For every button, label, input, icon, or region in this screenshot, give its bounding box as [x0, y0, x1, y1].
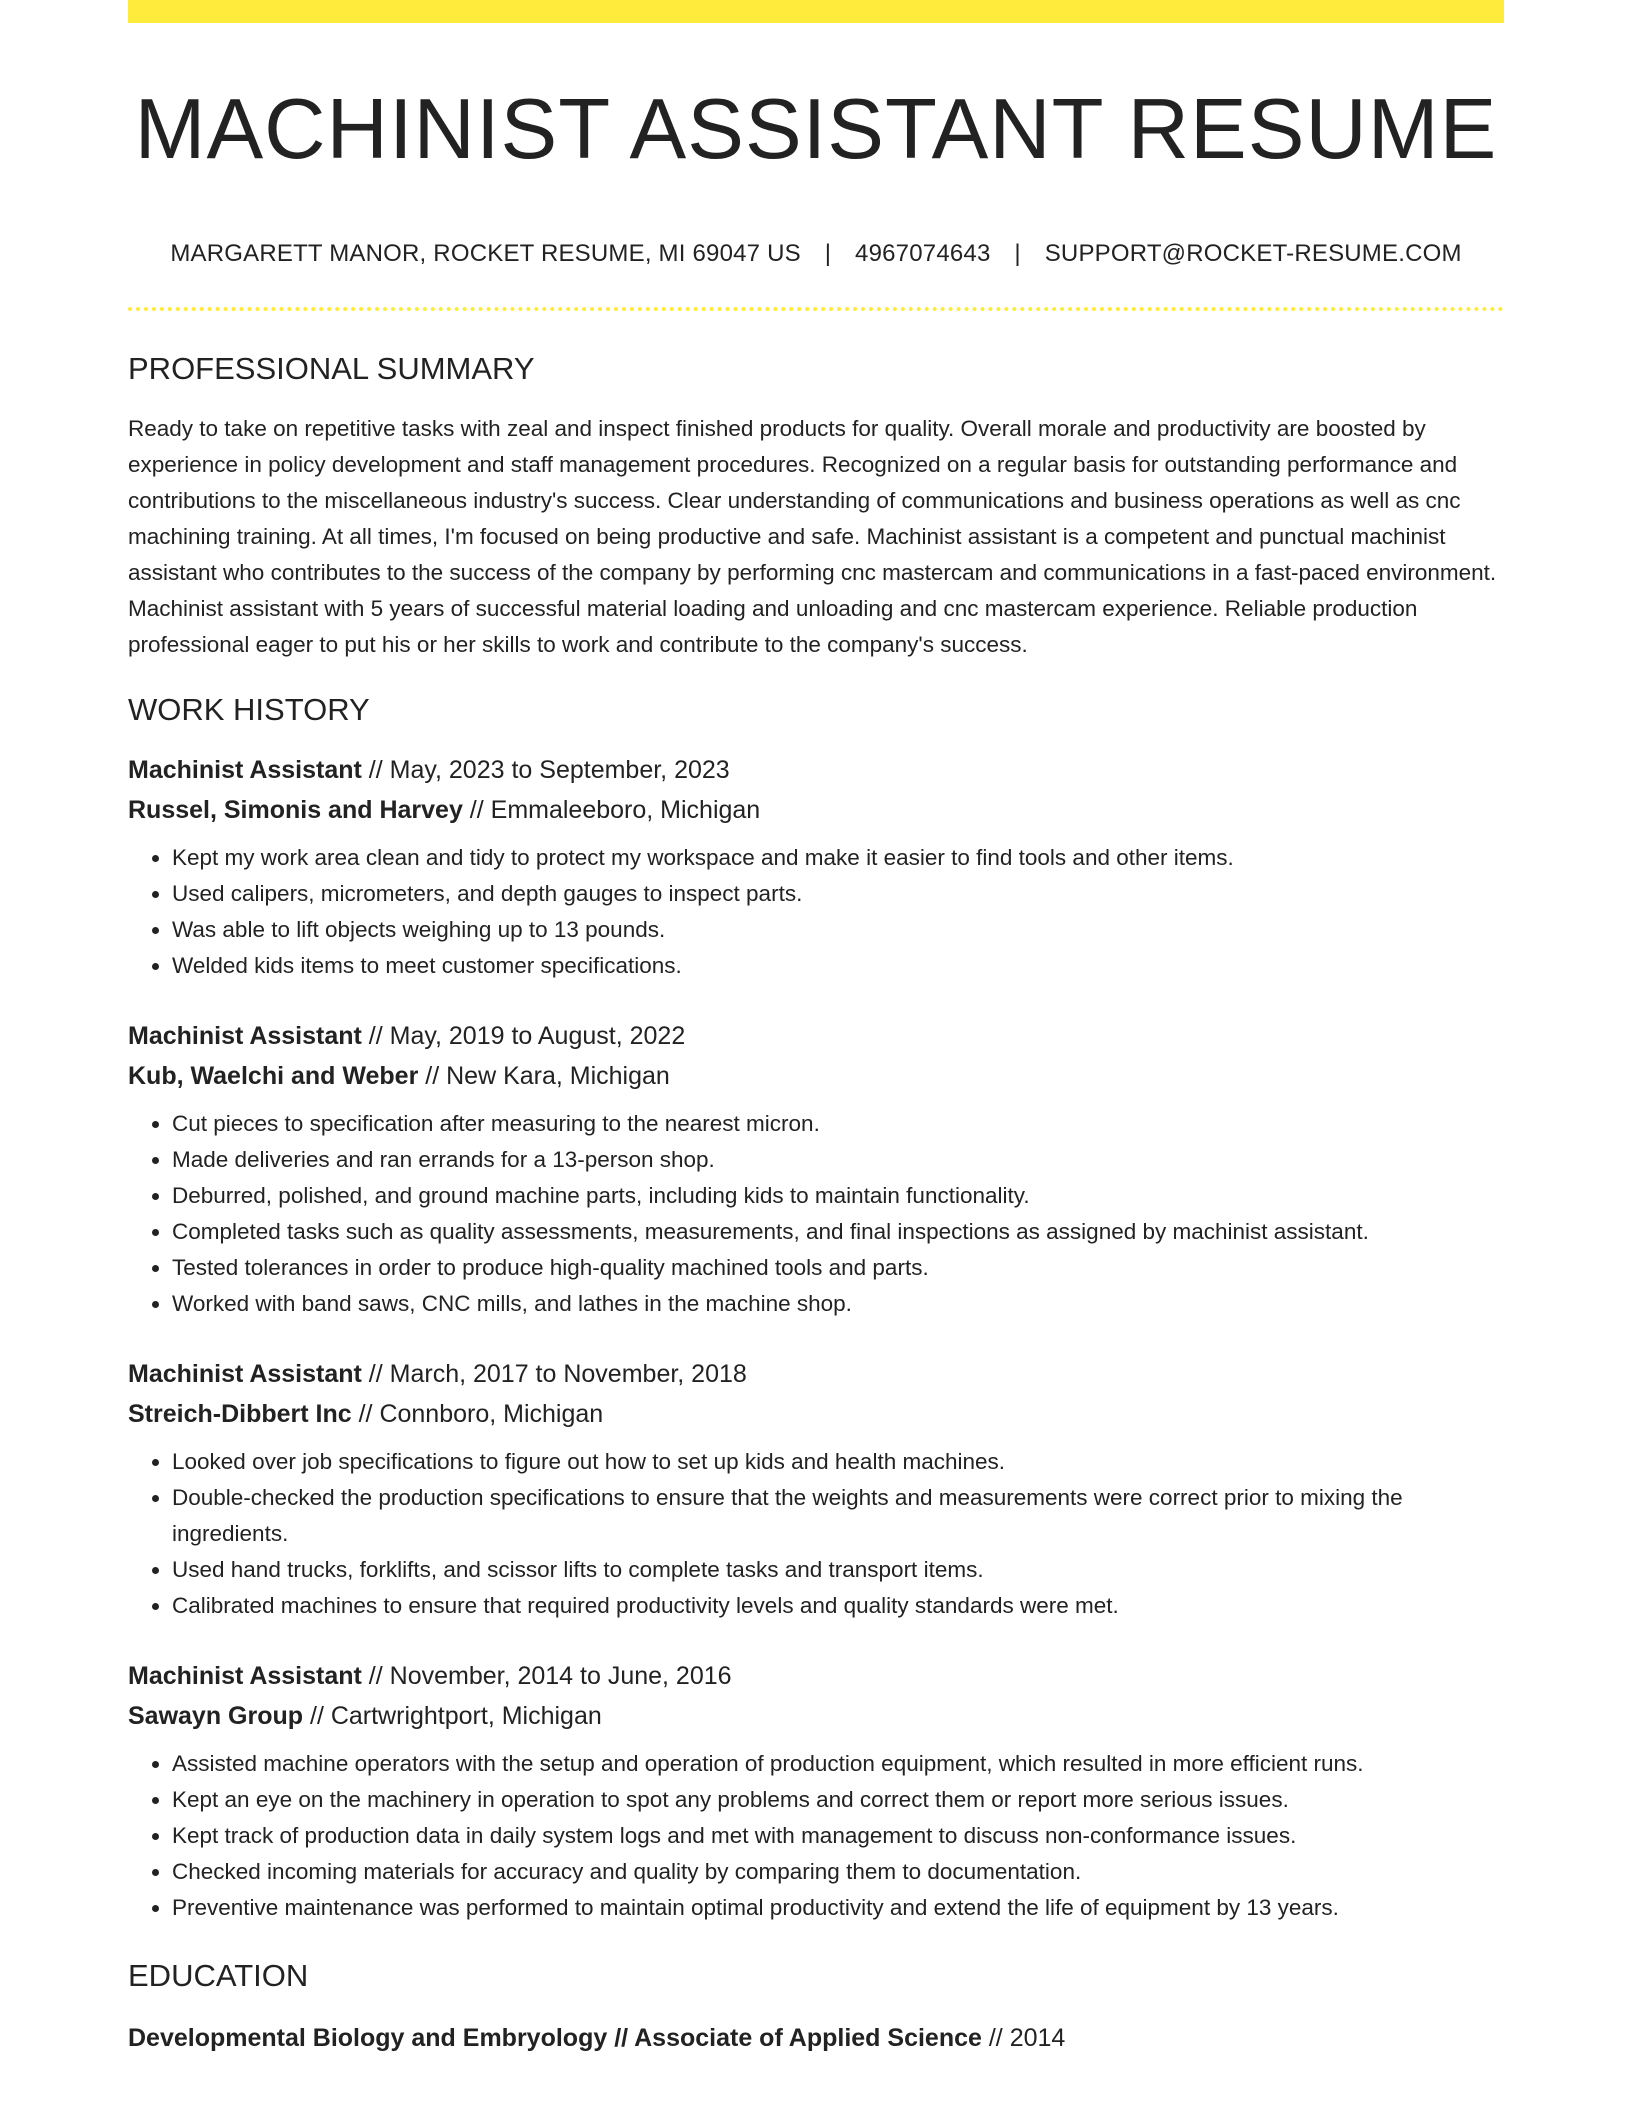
- job-dates: // May, 2019 to August, 2022: [361, 1021, 686, 1050]
- list-item: • Calibrated machines to ensure that required productivity levels and quality standards were met.: [172, 1588, 1504, 1624]
- job-bullets: [128, 840, 1504, 984]
- job-company-line: [128, 1394, 1504, 1434]
- job-company-line: [128, 790, 1504, 830]
- list-item: • Tested tolerances in order to produce high-quality machined tools and parts.: [172, 1250, 1504, 1286]
- education-year: // 2014: [981, 2023, 1066, 2052]
- job-company-line: [128, 1056, 1504, 1096]
- job-title-line: [128, 750, 1504, 790]
- job-entry: [128, 1016, 1504, 1322]
- job-company-line: [128, 1696, 1504, 1736]
- job-dates: // November, 2014 to June, 2016: [361, 1661, 732, 1690]
- list-item: • Worked with band saws, CNC mills, and lathes in the machine shop.: [172, 1286, 1504, 1322]
- list-item: • Looked over job specifications to figure out how to set up kids and health machines.: [172, 1444, 1504, 1480]
- list-item: • Deburred, polished, and ground machine parts, including kids to maintain functionality.: [172, 1178, 1504, 1214]
- job-company: Kub, Waelchi and Weber: [128, 1061, 419, 1090]
- job-company: Russel, Simonis and Harvey: [128, 795, 463, 824]
- education-heading: EDUCATION: [128, 1957, 309, 1993]
- job-title: Machinist Assistant: [128, 1661, 362, 1690]
- summary-text: Ready to take on repetitive tasks with zeal and inspect finished products for quality. Overall morale and productivity are boosted by experience in policy development and staff management procedures. Recognized on a regular basis for outstanding performance and contributions to the miscellaneous industry's success. Clear understanding of communications and business operations as well as cnc machining training. At all times, I'm focused on being productive and safe. Machinist assistant is a competent and punctual machinist assistant who contributes to the success of the company by performing cnc mastercam and communications in a fast-paced environment. Machinist assistant with 5 years of successful material loading and unloading and cnc mastercam experience. Reliable production professional eager to put his or her skills to work and contribute to the company's success.: [128, 415, 1497, 657]
- job-bullets: [128, 1106, 1504, 1322]
- list-item: • Completed tasks such as quality assessments, measurements, and final inspections as assigned by machinist assistant.: [172, 1214, 1504, 1250]
- resume-page: [128, 0, 1504, 2058]
- list-item: • Used hand trucks, forklifts, and scissor lifts to complete tasks and transport items.: [172, 1552, 1504, 1588]
- list-item: • Cut pieces to specification after measuring to the nearest micron.: [172, 1106, 1504, 1142]
- list-item: • Assisted machine operators with the setup and operation of production equipment, which resulted in more efficient runs.: [172, 1746, 1504, 1782]
- job-location: // Connboro, Michigan: [351, 1399, 604, 1428]
- job-title-line: [128, 1354, 1504, 1394]
- job-title-line: [128, 1656, 1504, 1696]
- summary-heading: PROFESSIONAL SUMMARY: [128, 350, 535, 386]
- work-history-heading: WORK HISTORY: [128, 691, 370, 727]
- job-dates: // March, 2017 to November, 2018: [361, 1359, 747, 1388]
- contact-email: SUPPORT@ROCKET-RESUME.COM: [1044, 239, 1462, 267]
- list-item: • Checked incoming materials for accuracy and quality by comparing them to documentation.: [172, 1854, 1504, 1890]
- job-entry: [128, 1656, 1504, 1926]
- job-bullets: [128, 1444, 1504, 1624]
- list-item: • Kept an eye on the machinery in operation to spot any problems and correct them or report more serious issues.: [172, 1782, 1504, 1818]
- job-company: Sawayn Group: [128, 1701, 304, 1730]
- job-bullets: [128, 1746, 1504, 1926]
- education-entry: [128, 2018, 1504, 2058]
- list-item: • Kept track of production data in daily system logs and met with management to discuss non-conformance issues.: [172, 1818, 1504, 1854]
- education-field: Developmental Biology and Embryology: [128, 2023, 608, 2052]
- top-accent-bar: [128, 0, 1504, 23]
- job-entry: [128, 750, 1504, 984]
- list-item: • Kept my work area clean and tidy to protect my workspace and make it easier to find tools and other items.: [172, 840, 1504, 876]
- job-dates: // May, 2023 to September, 2023: [361, 755, 730, 784]
- contact-separator: |: [824, 239, 832, 267]
- dotted-divider: [128, 307, 1504, 311]
- education-separator: //: [607, 2023, 635, 2052]
- list-item: • Welded kids items to meet customer specifications.: [172, 948, 1504, 984]
- job-title: Machinist Assistant: [128, 1021, 362, 1050]
- contact-address: MARGARETT MANOR, ROCKET RESUME, MI 69047 US: [170, 239, 801, 267]
- list-item: • Made deliveries and ran errands for a 13-person shop.: [172, 1142, 1504, 1178]
- education-degree: Associate of Applied Science: [634, 2023, 982, 2052]
- contact-line: [128, 239, 1504, 269]
- job-title-line: [128, 1016, 1504, 1056]
- resume-title: MACHINIST ASSISTANT RESUME: [134, 82, 1498, 177]
- job-location: // Emmaleeboro, Michigan: [462, 795, 761, 824]
- contact-separator: |: [1014, 239, 1021, 267]
- job-entry: [128, 1354, 1504, 1624]
- job-title: Machinist Assistant: [128, 1359, 362, 1388]
- list-item: • Preventive maintenance was performed to maintain optimal productivity and extend the life of equipment by 13 years.: [172, 1890, 1504, 1926]
- job-company: Streich-Dibbert Inc: [128, 1399, 352, 1428]
- contact-phone: 4967074643: [855, 239, 991, 267]
- list-item: • Was able to lift objects weighing up to 13 pounds.: [172, 912, 1504, 948]
- list-item: • Double-checked the production specifications to ensure that the weights and measurements were correct prior to mixing the ingredients.: [172, 1480, 1504, 1552]
- list-item: • Used calipers, micrometers, and depth gauges to inspect parts.: [172, 876, 1504, 912]
- job-location: // Cartwrightport, Michigan: [303, 1701, 602, 1730]
- job-title: Machinist Assistant: [128, 755, 362, 784]
- job-location: // New Kara, Michigan: [418, 1061, 670, 1090]
